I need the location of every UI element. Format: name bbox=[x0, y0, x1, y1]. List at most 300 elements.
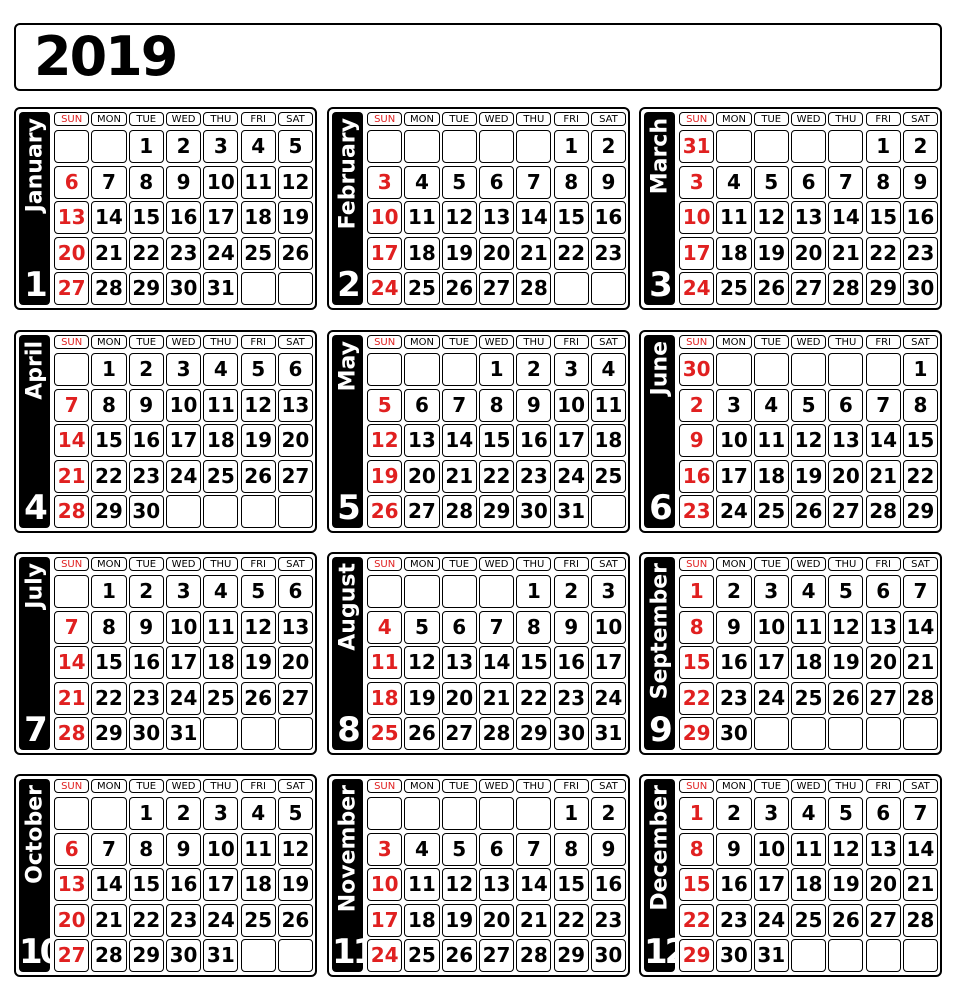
weekday-header: WED bbox=[479, 557, 514, 571]
weekday-header: THU bbox=[203, 335, 238, 349]
day-cell bbox=[166, 495, 201, 528]
weekday-header: SAT bbox=[591, 112, 626, 126]
day-cell: 27 bbox=[442, 717, 477, 750]
month-number: 11 bbox=[332, 932, 374, 972]
day-cell: 29 bbox=[516, 717, 551, 750]
month-label-bar bbox=[19, 335, 50, 528]
day-cell: 5 bbox=[442, 166, 477, 199]
day-cell: 30 bbox=[903, 272, 938, 305]
day-cell: 14 bbox=[903, 833, 938, 866]
day-cell bbox=[278, 495, 313, 528]
day-cell: 20 bbox=[442, 682, 477, 715]
day-cell: 14 bbox=[54, 424, 89, 457]
day-cell: 8 bbox=[679, 611, 714, 644]
day-cell: 24 bbox=[203, 237, 238, 270]
day-cell: 19 bbox=[241, 646, 276, 679]
day-cell: 9 bbox=[516, 389, 551, 422]
day-cell: 11 bbox=[203, 389, 238, 422]
day-cell bbox=[442, 575, 477, 608]
day-cell: 15 bbox=[91, 424, 126, 457]
day-cell: 4 bbox=[791, 575, 826, 608]
day-cell: 10 bbox=[166, 389, 201, 422]
day-cell: 5 bbox=[828, 797, 863, 830]
day-cell: 20 bbox=[54, 904, 89, 937]
day-cell: 7 bbox=[828, 166, 863, 199]
day-cell: 6 bbox=[479, 166, 514, 199]
weekday-header: SUN bbox=[54, 779, 89, 793]
day-cell bbox=[828, 130, 863, 163]
day-cell: 17 bbox=[679, 237, 714, 270]
day-cell: 13 bbox=[866, 611, 901, 644]
day-cell bbox=[203, 495, 238, 528]
day-cell: 12 bbox=[404, 646, 439, 679]
weekday-header: MON bbox=[91, 335, 126, 349]
day-cell: 30 bbox=[554, 717, 589, 750]
month-label-bar bbox=[332, 112, 363, 305]
day-cell: 26 bbox=[278, 904, 313, 937]
month-february bbox=[327, 107, 630, 310]
day-cell: 8 bbox=[479, 389, 514, 422]
day-cell: 3 bbox=[367, 833, 402, 866]
day-cell bbox=[754, 130, 789, 163]
day-cell bbox=[278, 717, 313, 750]
month-name: April bbox=[22, 341, 47, 400]
day-cell: 14 bbox=[54, 646, 89, 679]
day-cell: 28 bbox=[903, 904, 938, 937]
day-cell: 28 bbox=[866, 495, 901, 528]
day-cell: 5 bbox=[791, 389, 826, 422]
day-cell bbox=[442, 353, 477, 386]
day-cell: 28 bbox=[828, 272, 863, 305]
day-cell: 10 bbox=[166, 611, 201, 644]
day-cell: 26 bbox=[442, 272, 477, 305]
day-cell: 27 bbox=[479, 939, 514, 972]
day-cell: 11 bbox=[591, 389, 626, 422]
month-number: 12 bbox=[644, 932, 686, 972]
month-number: 3 bbox=[649, 265, 670, 305]
day-cell: 3 bbox=[367, 166, 402, 199]
day-cell: 20 bbox=[479, 237, 514, 270]
day-cell: 21 bbox=[903, 868, 938, 901]
month-june bbox=[639, 330, 942, 533]
day-cell bbox=[241, 272, 276, 305]
day-cell: 18 bbox=[754, 460, 789, 493]
day-cell: 28 bbox=[516, 939, 551, 972]
weekday-header: WED bbox=[479, 112, 514, 126]
day-cell: 8 bbox=[91, 611, 126, 644]
day-cell: 19 bbox=[828, 646, 863, 679]
day-cell: 21 bbox=[516, 237, 551, 270]
weekday-header: TUE bbox=[129, 557, 164, 571]
day-cell: 21 bbox=[479, 682, 514, 715]
day-cell: 10 bbox=[754, 611, 789, 644]
day-cell: 29 bbox=[903, 495, 938, 528]
weekday-header: SAT bbox=[278, 112, 313, 126]
day-cell: 7 bbox=[516, 166, 551, 199]
month-april bbox=[14, 330, 317, 533]
day-cell: 25 bbox=[716, 272, 751, 305]
day-cell bbox=[828, 353, 863, 386]
day-cell: 15 bbox=[554, 201, 589, 234]
day-cell bbox=[866, 939, 901, 972]
day-cell bbox=[54, 797, 89, 830]
day-cell: 1 bbox=[91, 353, 126, 386]
day-cell: 6 bbox=[54, 833, 89, 866]
day-cell: 6 bbox=[866, 797, 901, 830]
month-number: 6 bbox=[649, 488, 670, 528]
day-cell: 18 bbox=[791, 868, 826, 901]
weekday-header: FRI bbox=[866, 112, 901, 126]
day-cell: 19 bbox=[241, 424, 276, 457]
day-cell bbox=[791, 939, 826, 972]
weekday-header: FRI bbox=[554, 112, 589, 126]
weekday-header: FRI bbox=[241, 779, 276, 793]
day-cell: 22 bbox=[903, 460, 938, 493]
day-cell bbox=[791, 353, 826, 386]
day-cell: 11 bbox=[754, 424, 789, 457]
weekday-header: TUE bbox=[754, 779, 789, 793]
day-cell bbox=[54, 575, 89, 608]
day-cell: 21 bbox=[516, 904, 551, 937]
day-cell: 2 bbox=[716, 575, 751, 608]
month-name: March bbox=[647, 118, 672, 195]
day-cell: 17 bbox=[203, 201, 238, 234]
day-cell: 10 bbox=[679, 201, 714, 234]
day-cell: 30 bbox=[716, 939, 751, 972]
weekday-header: WED bbox=[166, 112, 201, 126]
weekday-header: WED bbox=[166, 335, 201, 349]
day-cell: 14 bbox=[479, 646, 514, 679]
day-cell: 11 bbox=[241, 833, 276, 866]
day-cell bbox=[828, 939, 863, 972]
day-cell: 27 bbox=[791, 272, 826, 305]
day-cell: 1 bbox=[679, 575, 714, 608]
weekday-header: SUN bbox=[679, 557, 714, 571]
day-cell: 31 bbox=[679, 130, 714, 163]
day-cell: 4 bbox=[716, 166, 751, 199]
day-cell: 31 bbox=[203, 272, 238, 305]
month-label-bar bbox=[332, 335, 363, 528]
day-cell: 12 bbox=[241, 389, 276, 422]
day-cell: 24 bbox=[754, 682, 789, 715]
day-cell: 1 bbox=[866, 130, 901, 163]
month-number: 4 bbox=[24, 488, 45, 528]
month-september bbox=[639, 552, 942, 755]
day-cell: 26 bbox=[367, 495, 402, 528]
day-cell: 23 bbox=[129, 682, 164, 715]
weekday-header: SAT bbox=[591, 335, 626, 349]
weekday-header: WED bbox=[791, 557, 826, 571]
day-cell: 16 bbox=[166, 201, 201, 234]
month-number: 2 bbox=[337, 265, 358, 305]
month-name: September bbox=[647, 563, 672, 700]
day-cell: 18 bbox=[241, 201, 276, 234]
day-cell: 30 bbox=[591, 939, 626, 972]
day-cell: 30 bbox=[129, 495, 164, 528]
day-cell: 7 bbox=[516, 833, 551, 866]
weekday-header: SAT bbox=[591, 779, 626, 793]
day-cell: 17 bbox=[367, 904, 402, 937]
day-cell: 27 bbox=[54, 939, 89, 972]
day-cell: 12 bbox=[442, 201, 477, 234]
weekday-header: WED bbox=[166, 779, 201, 793]
day-cell bbox=[479, 130, 514, 163]
day-cell: 1 bbox=[554, 130, 589, 163]
weekday-header: MON bbox=[716, 557, 751, 571]
day-cell: 26 bbox=[442, 939, 477, 972]
month-march bbox=[639, 107, 942, 310]
day-cell: 19 bbox=[278, 201, 313, 234]
month-number: 9 bbox=[649, 710, 670, 750]
weekday-header: SUN bbox=[679, 779, 714, 793]
day-cell: 27 bbox=[866, 682, 901, 715]
day-cell: 1 bbox=[129, 797, 164, 830]
day-cell: 20 bbox=[791, 237, 826, 270]
day-cell bbox=[54, 130, 89, 163]
day-cell: 6 bbox=[828, 389, 863, 422]
day-cell: 3 bbox=[554, 353, 589, 386]
day-cell: 20 bbox=[278, 424, 313, 457]
day-cell bbox=[404, 575, 439, 608]
day-cell: 16 bbox=[591, 201, 626, 234]
day-cell: 14 bbox=[903, 611, 938, 644]
day-cell: 17 bbox=[754, 868, 789, 901]
day-cell: 7 bbox=[54, 389, 89, 422]
day-cell: 26 bbox=[241, 460, 276, 493]
day-cell bbox=[241, 717, 276, 750]
day-cell: 3 bbox=[203, 797, 238, 830]
day-cell bbox=[754, 353, 789, 386]
day-cell: 4 bbox=[203, 353, 238, 386]
day-cell bbox=[367, 353, 402, 386]
weekday-header: SUN bbox=[367, 335, 402, 349]
day-cell: 22 bbox=[91, 460, 126, 493]
day-cell: 22 bbox=[129, 237, 164, 270]
weekday-header: MON bbox=[716, 335, 751, 349]
weekday-header: WED bbox=[791, 779, 826, 793]
day-cell: 24 bbox=[203, 904, 238, 937]
day-cell: 16 bbox=[516, 424, 551, 457]
day-cell: 1 bbox=[479, 353, 514, 386]
day-cell bbox=[791, 130, 826, 163]
day-cell: 12 bbox=[241, 611, 276, 644]
day-cell bbox=[516, 130, 551, 163]
day-cell: 30 bbox=[129, 717, 164, 750]
day-cell: 19 bbox=[442, 237, 477, 270]
day-cell: 30 bbox=[166, 272, 201, 305]
day-cell: 4 bbox=[404, 833, 439, 866]
weekday-header: SUN bbox=[679, 112, 714, 126]
month-number: 1 bbox=[24, 265, 45, 305]
weekday-header: SAT bbox=[903, 557, 938, 571]
month-name: November bbox=[335, 785, 360, 913]
weekday-header: WED bbox=[791, 335, 826, 349]
weekday-header: TUE bbox=[442, 335, 477, 349]
day-cell: 29 bbox=[91, 717, 126, 750]
weekday-header: MON bbox=[91, 112, 126, 126]
day-cell: 1 bbox=[679, 797, 714, 830]
weekday-header: WED bbox=[479, 779, 514, 793]
weekday-header: TUE bbox=[754, 112, 789, 126]
day-cell: 3 bbox=[754, 797, 789, 830]
day-cell bbox=[91, 130, 126, 163]
weekday-header: MON bbox=[716, 779, 751, 793]
day-cell bbox=[278, 939, 313, 972]
day-cell: 9 bbox=[129, 611, 164, 644]
day-cell: 10 bbox=[716, 424, 751, 457]
day-cell bbox=[54, 353, 89, 386]
weekday-header: THU bbox=[828, 779, 863, 793]
day-cell: 2 bbox=[716, 797, 751, 830]
day-cell: 9 bbox=[679, 424, 714, 457]
day-cell: 23 bbox=[716, 682, 751, 715]
weekday-header: THU bbox=[203, 557, 238, 571]
day-cell: 15 bbox=[129, 868, 164, 901]
day-cell: 14 bbox=[91, 201, 126, 234]
day-cell bbox=[866, 717, 901, 750]
day-cell: 17 bbox=[716, 460, 751, 493]
day-cell: 5 bbox=[278, 130, 313, 163]
month-december bbox=[639, 774, 942, 977]
day-cell: 15 bbox=[679, 868, 714, 901]
day-cell: 23 bbox=[166, 237, 201, 270]
day-cell: 16 bbox=[554, 646, 589, 679]
weekday-header: THU bbox=[828, 112, 863, 126]
month-october bbox=[14, 774, 317, 977]
day-cell bbox=[367, 130, 402, 163]
day-cell: 22 bbox=[129, 904, 164, 937]
day-cell: 17 bbox=[166, 424, 201, 457]
day-cell: 29 bbox=[679, 939, 714, 972]
day-cell: 9 bbox=[591, 166, 626, 199]
day-cell: 24 bbox=[367, 939, 402, 972]
day-cell: 21 bbox=[828, 237, 863, 270]
month-name: May bbox=[335, 341, 360, 392]
month-label-bar bbox=[644, 779, 686, 972]
weekday-header: SAT bbox=[278, 557, 313, 571]
day-cell: 7 bbox=[903, 797, 938, 830]
day-cell: 7 bbox=[54, 611, 89, 644]
day-cell: 16 bbox=[679, 460, 714, 493]
day-cell: 25 bbox=[367, 717, 402, 750]
day-cell: 28 bbox=[442, 495, 477, 528]
day-cell: 24 bbox=[554, 460, 589, 493]
day-cell: 13 bbox=[791, 201, 826, 234]
month-august bbox=[327, 552, 630, 755]
weekday-header: FRI bbox=[866, 557, 901, 571]
day-cell: 15 bbox=[866, 201, 901, 234]
day-cell: 12 bbox=[754, 201, 789, 234]
day-cell: 18 bbox=[241, 868, 276, 901]
day-cell: 24 bbox=[754, 904, 789, 937]
day-cell: 1 bbox=[129, 130, 164, 163]
day-cell: 8 bbox=[554, 166, 589, 199]
month-name: December bbox=[647, 785, 672, 911]
day-cell bbox=[591, 272, 626, 305]
day-cell: 7 bbox=[479, 611, 514, 644]
day-cell: 11 bbox=[404, 201, 439, 234]
day-cell: 10 bbox=[591, 611, 626, 644]
day-cell: 27 bbox=[479, 272, 514, 305]
day-cell: 14 bbox=[91, 868, 126, 901]
month-name: August bbox=[335, 563, 360, 651]
day-cell: 21 bbox=[54, 460, 89, 493]
day-cell: 25 bbox=[754, 495, 789, 528]
day-cell: 6 bbox=[54, 166, 89, 199]
day-cell: 16 bbox=[591, 868, 626, 901]
day-cell bbox=[278, 272, 313, 305]
weekday-header: TUE bbox=[442, 779, 477, 793]
day-cell bbox=[241, 495, 276, 528]
day-cell: 2 bbox=[591, 797, 626, 830]
day-cell: 13 bbox=[828, 424, 863, 457]
day-cell: 14 bbox=[866, 424, 901, 457]
day-cell: 14 bbox=[828, 201, 863, 234]
weekday-header: SAT bbox=[278, 779, 313, 793]
day-cell: 20 bbox=[278, 646, 313, 679]
month-november bbox=[327, 774, 630, 977]
weekday-header: SUN bbox=[367, 112, 402, 126]
day-cell bbox=[903, 939, 938, 972]
day-cell: 23 bbox=[591, 237, 626, 270]
day-cell: 14 bbox=[516, 868, 551, 901]
day-cell: 3 bbox=[166, 575, 201, 608]
day-cell: 13 bbox=[479, 868, 514, 901]
day-cell: 15 bbox=[679, 646, 714, 679]
day-cell: 13 bbox=[54, 201, 89, 234]
day-cell: 22 bbox=[679, 904, 714, 937]
day-cell: 16 bbox=[129, 424, 164, 457]
month-label-bar bbox=[644, 112, 675, 305]
day-cell: 27 bbox=[54, 272, 89, 305]
weekday-header: SUN bbox=[367, 557, 402, 571]
day-cell: 25 bbox=[241, 904, 276, 937]
weekday-header: FRI bbox=[241, 335, 276, 349]
day-cell: 17 bbox=[591, 646, 626, 679]
day-cell: 21 bbox=[91, 904, 126, 937]
day-cell: 6 bbox=[278, 353, 313, 386]
day-cell: 23 bbox=[679, 495, 714, 528]
day-cell: 15 bbox=[903, 424, 938, 457]
day-cell: 13 bbox=[404, 424, 439, 457]
weekday-header: FRI bbox=[866, 779, 901, 793]
day-cell: 21 bbox=[866, 460, 901, 493]
day-cell: 29 bbox=[129, 272, 164, 305]
day-cell: 10 bbox=[754, 833, 789, 866]
month-label-bar bbox=[332, 557, 363, 750]
weekday-header: SUN bbox=[679, 335, 714, 349]
month-number: 8 bbox=[337, 710, 358, 750]
day-cell: 11 bbox=[791, 833, 826, 866]
day-cell: 15 bbox=[129, 201, 164, 234]
month-name: June bbox=[647, 341, 672, 396]
day-cell: 18 bbox=[404, 237, 439, 270]
day-cell: 23 bbox=[716, 904, 751, 937]
day-cell: 25 bbox=[791, 682, 826, 715]
day-cell: 30 bbox=[166, 939, 201, 972]
month-number: 5 bbox=[337, 488, 358, 528]
day-cell: 24 bbox=[166, 682, 201, 715]
day-cell: 29 bbox=[554, 939, 589, 972]
day-cell: 10 bbox=[203, 833, 238, 866]
day-cell: 15 bbox=[516, 646, 551, 679]
day-cell: 13 bbox=[278, 611, 313, 644]
weekday-header: THU bbox=[516, 335, 551, 349]
day-cell: 19 bbox=[278, 868, 313, 901]
day-cell: 27 bbox=[866, 904, 901, 937]
day-cell: 24 bbox=[367, 272, 402, 305]
day-cell: 6 bbox=[791, 166, 826, 199]
